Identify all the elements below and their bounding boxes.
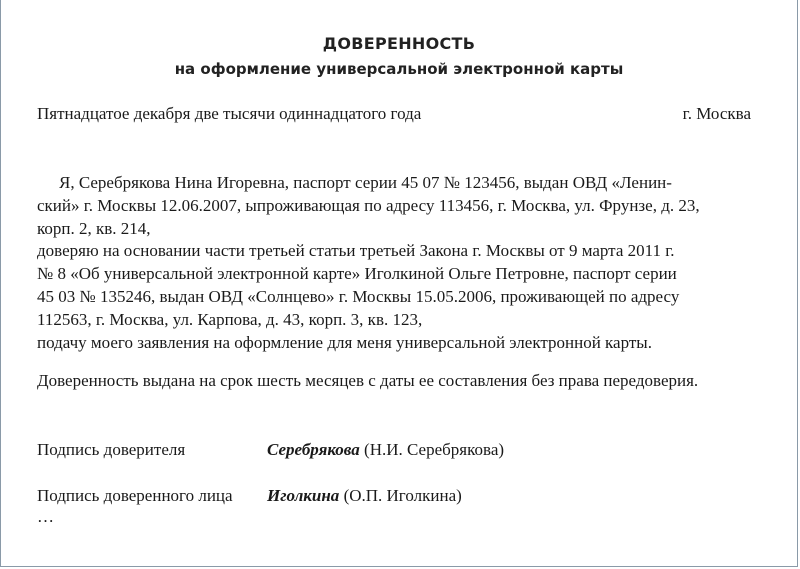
body-line: подачу моего заявления на оформление для меня универсальной электронной карты.	[37, 332, 652, 352]
document-title: ДОВЕРЕННОСТЬ	[322, 34, 476, 53]
document-date: Пятнадцатое декабря две тысячи одиннадцатого года	[37, 104, 422, 123]
body-line: Я, Серебрякова Нина Игоревна, паспорт серии 45 07 № 123456, выдан ОВД «Ленин-	[59, 173, 672, 192]
signature-label: Подпись доверителя	[37, 440, 186, 459]
body-line: корп. 2, кв. 214,	[37, 218, 151, 238]
body-line: доверяю на основании части третьей статьи третьей Закона г. Москвы от 9 марта 2011 г.	[37, 241, 675, 261]
body-line: ский» г. Москвы 12.06.2007, ыпроживающая по адресу 113456, г. Москва, ул. Фрунзе, д. 23,	[37, 195, 700, 215]
validity-statement: Доверенность выдана на срок шесть месяцев с даты ее составления без права передоверия.	[37, 371, 699, 390]
body-line: 45 03 № 135246, выдан ОВД «Солнцево» г. Москвы 15.05.2006, проживающей по адресу	[37, 286, 680, 306]
continuation-ellipsis: …	[37, 507, 54, 526]
principal-signature-row	[37, 440, 504, 460]
date-line	[37, 104, 751, 124]
document-body	[37, 172, 759, 354]
document-city: г. Москва	[682, 104, 751, 123]
body-line: 112563, г. Москва, ул. Карпова, д. 43, корп. 3, кв. 123,	[37, 309, 423, 329]
signature-mark: Серебрякова	[267, 440, 360, 459]
document-subtitle: на оформление универсальной электронной карты	[174, 60, 624, 78]
body-line: № 8 «Об универсальной электронной карте» Иголкиной Ольге Петровне, паспорт серии	[37, 264, 677, 284]
signer-name: (О.П. Иголкина)	[343, 486, 462, 505]
attorney-signature-row	[37, 486, 462, 506]
signature-label: Подпись доверенного лица	[37, 486, 233, 505]
signature-mark: Иголкина	[267, 486, 340, 505]
signer-name: (Н.И. Серебрякова)	[364, 440, 505, 459]
